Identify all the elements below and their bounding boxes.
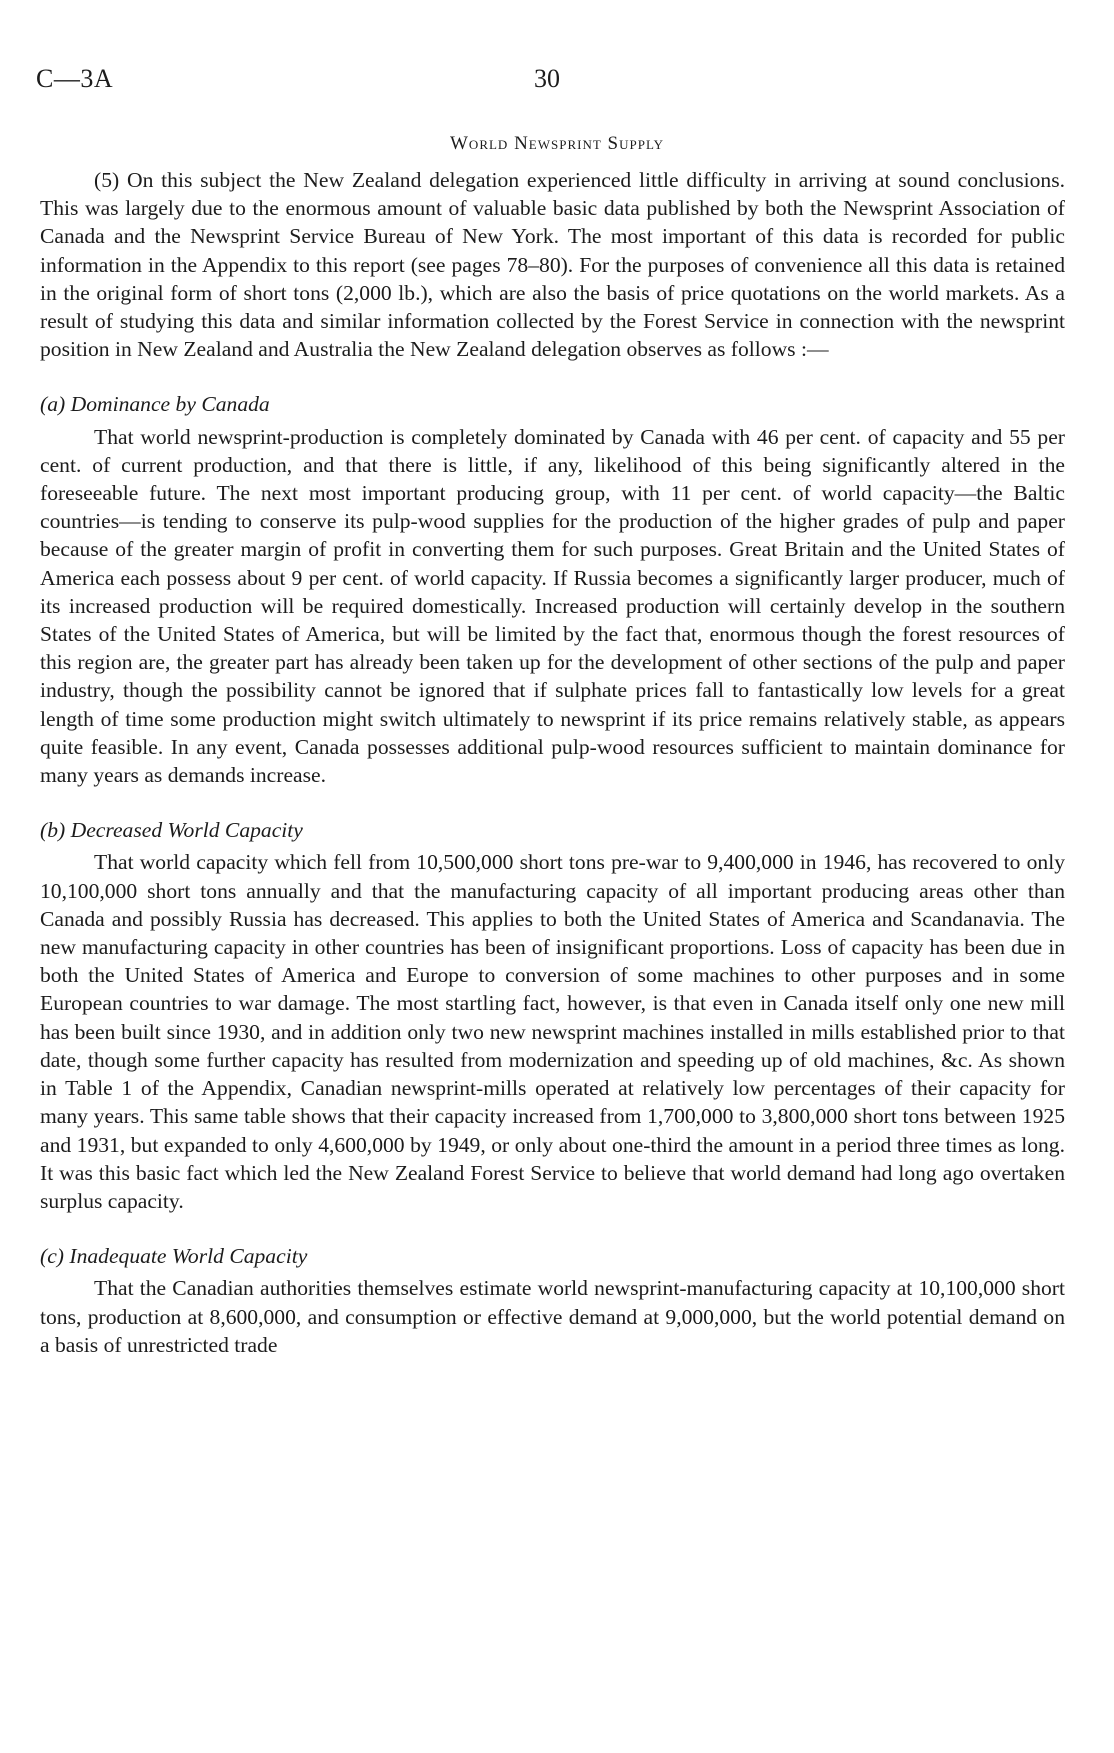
document-code: C—3A	[36, 64, 114, 93]
subsection-letter-b: (b)	[40, 818, 66, 843]
section-title: World Newsprint Supply	[450, 133, 664, 154]
subsection-letter-a: (a)	[40, 392, 66, 417]
subsection-title-a: Dominance by Canada	[70, 392, 270, 417]
subsection-heading-c	[40, 1242, 1065, 1270]
subsection-paragraph-b: That world capacity which fell from 10,500,000 short tons pre-war to 9,400,000 in 1946, has recovered to only 10,100,000 short tons annually and that the manufacturing capacity of all important producing areas other than Canada and possibly Russia has decreased. This applies to both the United States of America and Scandanavia. The new manufacturing capacity in other countries has been of insignificant proportions. Loss of capacity has been due in both the United States of America and Europe to conversion of some machines to other purposes and in some European countries to war damage. The most startling fact, however, is that even in Canada itself only one new mill has been built since 1930, and in addition only two new newsprint machines installed in mills established prior to that date, though some further capacity has resulted from modernization and speeding up of old machines, &c. As shown in Table 1 of the Appendix, Canadian newsprint-mills operated at relatively low percentages of their capacity for many years. This same table shows that their capacity increased from 1,700,000 to 3,800,000 short tons between 1925 and 1931, but expanded to only 4,600,000 by 1949, or only about one-third the amount in a period three times as long. It was this basic fact which led the New Zealand Forest Service to believe that world demand had long ago overtaken surplus capacity.	[40, 850, 1065, 1213]
page-header	[36, 64, 1066, 100]
subsection-title-c: Inadequate World Capacity	[69, 1244, 308, 1269]
intro-paragraph: (5) On this subject the New Zealand delegation experienced little difficulty in arriving at sound conclusions. This was largely due to the enormous amount of valuable basic data published by both the Newsprint Association of Canada and the Newsprint Service Bureau of New York. The most important of this data is recorded for public information in the Appendix to this report (see pages 78–80). For the purposes of convenience all this data is retained in the original form of short tons (2,000 lb.), which are also the basis of price quotations on the world markets. As a result of studying this data and similar information collected by the Forest Service in connection with the newsprint position in New Zealand and Australia the New Zealand delegation observes as follows :—	[40, 168, 1065, 362]
subsection-heading-a	[40, 390, 1065, 418]
subsection-paragraph-a: That world newsprint-production is completely dominated by Canada with 46 per cent. of capacity and 55 per cent. of current production, and that there is little, if any, likelihood of this being significantly altered in the foreseeable future. The next most important producing group, with 11 per cent. of world capacity—the Baltic countries—is tending to conserve its pulp-wood supplies for the production of the higher grades of pulp and paper because of the greater margin of profit in converting them for such purposes. Great Britain and the United States of America each possess about 9 per cent. of world capacity. If Russia becomes a significantly larger producer, much of its increased production will be required domestically. Increased production will certainly develop in the southern States of the United States of America, but will be limited by the fact that, enormous though the forest resources of this region are, the greater part has already been taken up for the development of other sections of the pulp and paper industry, though the possibility cannot be ignored that if sulphate prices fall to fantastically low levels for a great length of time some production might switch ultimately to newsprint if its price remains relatively stable, as appears quite feasible. In any event, Canada possesses additional pulp-wood resources sufficient to maintain dominance for many years as demands increase.	[40, 424, 1065, 788]
subsection-heading-b	[40, 816, 1065, 844]
document-body	[40, 166, 1065, 1359]
subsection-title-b: Decreased World Capacity	[70, 818, 303, 843]
page-number: 30	[534, 64, 560, 93]
subsection-letter-c: (c)	[40, 1244, 64, 1269]
subsection-paragraph-c: That the Canadian authorities themselves estimate world newsprint-manufacturing capacity at 10,100,000 short tons, production at 8,600,000, and consumption or effective demand at 9,000,000, but the world potential demand on a basis of unrestricted trade	[40, 1276, 1065, 1357]
